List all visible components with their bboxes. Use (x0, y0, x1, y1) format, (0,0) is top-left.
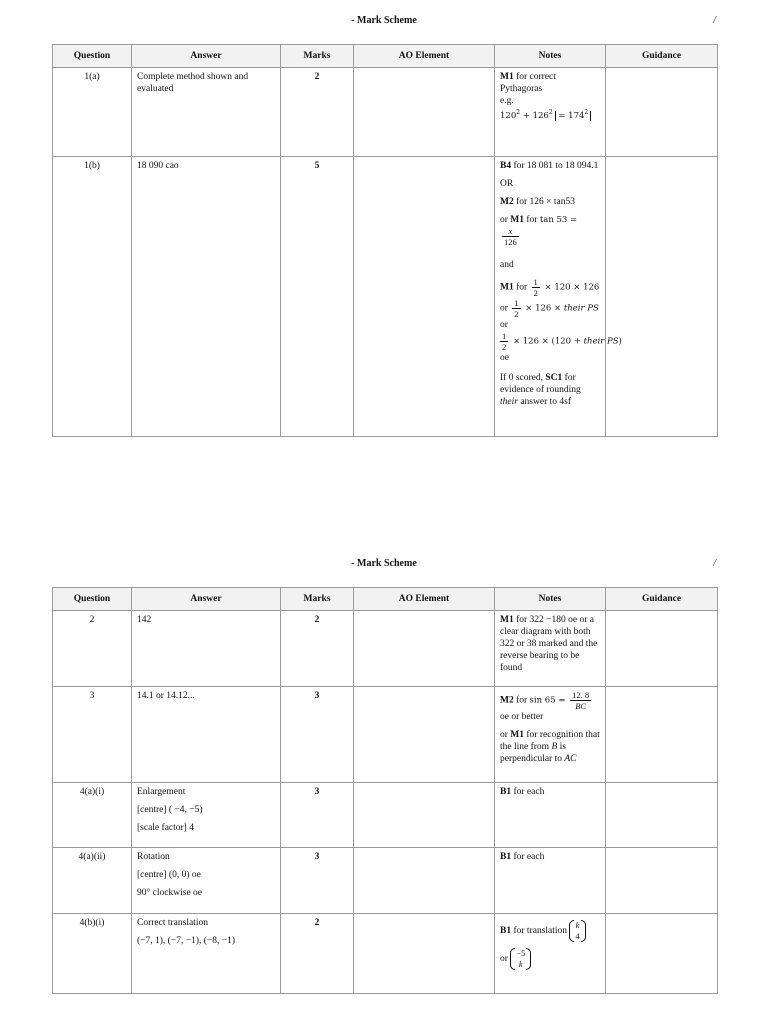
question-cell: 4(a)(ii) (53, 848, 132, 914)
table-header-row (53, 588, 718, 611)
marks-cell: 5 (281, 157, 354, 437)
ao-element-cell (354, 914, 495, 994)
table-row (53, 848, 718, 914)
question-cell: 4(b)(i) (53, 914, 132, 994)
question-cell: 1(a) (53, 68, 132, 157)
translation-vector: −5 k (510, 948, 531, 970)
column-header-answer: Answer (132, 588, 281, 611)
marks-cell: 3 (281, 783, 354, 848)
column-header-question: Question (53, 588, 132, 611)
table-row (53, 914, 718, 994)
marks-cell: 2 (281, 68, 354, 157)
table-row (53, 783, 718, 848)
question-cell: 1(b) (53, 157, 132, 437)
pythagoras-expression: $120^2 + 126^2 = 174^2$ (500, 110, 600, 122)
tan-fraction: $\frac{x}{126}$ (504, 226, 517, 247)
notes-cell: B1 for each (495, 783, 606, 848)
ao-element-cell (354, 783, 495, 848)
page-title: - Mark Scheme (351, 558, 417, 569)
sin-fraction: $\frac{12. 8}{BC}$ (572, 690, 590, 711)
answer-cell: 18 090 cao (132, 157, 281, 437)
ao-element-cell (354, 68, 495, 157)
column-header-question: Question (53, 45, 132, 68)
notes-cell: B4 for 18 081 to 18 094.1 OR M2 for 126 × tan53 or M1 for tan 53 = $\frac{x}{126}$ and M1 for $\frac{1}{2}$ × 120 × 126 or $\frac{1}{2}$ × 126 × their PS or $\frac{1}{2}$ × 126 × (120 + their PS) oe If 0 scored, SC1 for evidence of rounding their answer to 4sf (495, 157, 606, 437)
notes-cell (495, 68, 606, 157)
page-mark: / (713, 558, 716, 569)
column-header-marks: Marks (281, 588, 354, 611)
mark-scheme-table-2 (52, 587, 718, 994)
page-header-2 (0, 558, 768, 572)
column-header-ao-element: AO Element (354, 588, 495, 611)
guidance-cell (606, 848, 718, 914)
table-row (53, 157, 718, 437)
page-title: - Mark Scheme (351, 15, 417, 26)
column-header-ao-element: AO Element (354, 45, 495, 68)
note-eg: e.g. (500, 96, 514, 106)
answer-cell: 14.1 or 14.12... (132, 687, 281, 783)
table-header-row (53, 45, 718, 68)
guidance-cell (606, 914, 718, 994)
guidance-cell (606, 687, 718, 783)
answer-cell: Enlargement [centre] ( −4, −5) [scale factor] 4 (132, 783, 281, 848)
table-row (53, 611, 718, 687)
note-text: for correct Pythagoras (500, 72, 556, 94)
question-cell: 4(a)(i) (53, 783, 132, 848)
answer-cell: Complete method shown and evaluated (132, 68, 281, 157)
column-header-marks: Marks (281, 45, 354, 68)
notes-cell: M1 for 322 −180 oe or a clear diagram with both 322 or 38 marked and the reverse bearing to be found (495, 611, 606, 687)
guidance-cell (606, 157, 718, 437)
column-header-notes: Notes (495, 588, 606, 611)
notes-cell: M2 for sin 65 = $\frac{12. 8}{BC}$ oe or better or M1 for recognition that the line from B is perpendicular to AC (495, 687, 606, 783)
answer-cell: 142 (132, 611, 281, 687)
column-header-notes: Notes (495, 45, 606, 68)
ao-element-cell (354, 687, 495, 783)
marks-cell: 2 (281, 611, 354, 687)
guidance-cell (606, 611, 718, 687)
page-header-1 (0, 15, 768, 29)
marks-cell: 2 (281, 914, 354, 994)
column-header-guidance: Guidance (606, 45, 718, 68)
translation-vector: k 4 (569, 920, 585, 942)
question-cell: 2 (53, 611, 132, 687)
guidance-cell (606, 783, 718, 848)
ao-element-cell (354, 157, 495, 437)
notes-cell: B1 for translation k 4 or −5 k (495, 914, 606, 994)
answer-cell: Rotation [centre] (0, 0) oe 90° clockwise oe (132, 848, 281, 914)
column-header-guidance: Guidance (606, 588, 718, 611)
table-row (53, 687, 718, 783)
question-cell: 3 (53, 687, 132, 783)
table-row (53, 68, 718, 157)
notes-cell: B1 for each (495, 848, 606, 914)
ao-element-cell (354, 611, 495, 687)
guidance-cell (606, 68, 718, 157)
ao-element-cell (354, 848, 495, 914)
marks-cell: 3 (281, 848, 354, 914)
column-header-answer: Answer (132, 45, 281, 68)
mark-scheme-table-1 (52, 44, 718, 437)
mark-code: M1 (500, 72, 514, 82)
answer-cell: Correct translation (−7, 1), (−7, −1), (−8, −1) (132, 914, 281, 994)
page-mark: / (713, 15, 716, 26)
marks-cell: 3 (281, 687, 354, 783)
